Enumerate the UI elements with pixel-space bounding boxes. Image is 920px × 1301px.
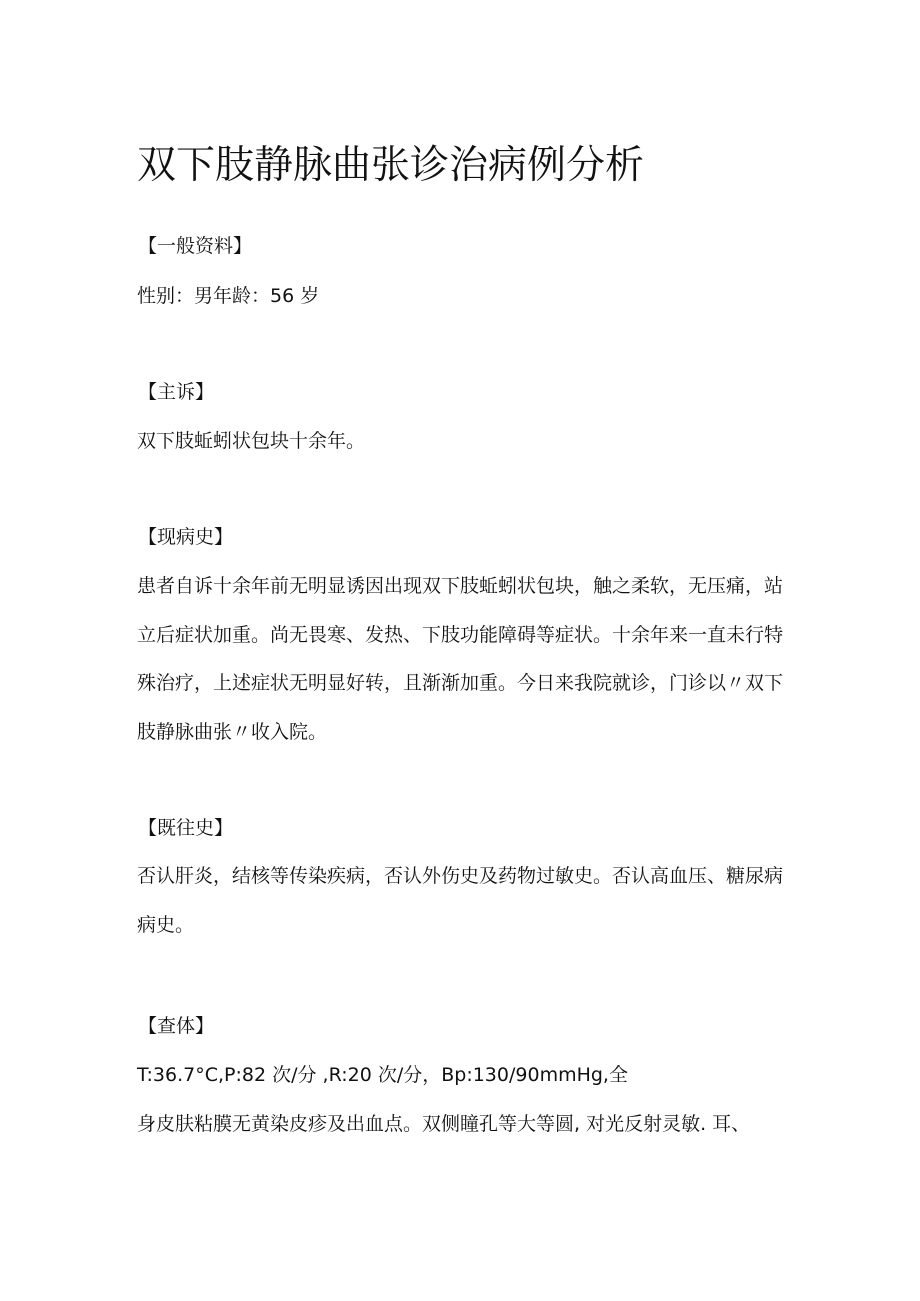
complaint-text: 双下肢蚯蚓状包块十余年。: [137, 430, 366, 452]
exam-vitals-text: T:36.7°C,P:82 次/分 ,R:20 次/分，Bp:130/90mmHg,全: [137, 1064, 628, 1086]
past-history-text: 否认肝炎，结核等传染疾病，否认外伤史及药物过敏史。否认高血压、糖尿病病史。: [137, 865, 784, 936]
section-heading-general: 【一般资料】: [138, 235, 253, 257]
section-heading-exam: 【查体】: [138, 1015, 215, 1037]
section-heading-past-history: 【既往史】: [138, 817, 234, 839]
document-title: 双下肢静脉曲张诊治病例分析: [137, 143, 645, 188]
section-heading-present-history: 【现病史】: [138, 526, 234, 548]
exam-findings-text: 身皮肤粘膜无黄染皮疹及出血点。双侧瞳孔等大等圆, 对光反射灵敏. 耳、: [137, 1113, 751, 1135]
present-history-text: 患者自诉十余年前无明显诱因出现双下肢蚯蚓状包块，触之柔软，无压痛，站立后症状加重。尚无畏寒、发热、下肢功能障碍等症状。十余年来一直未行特殊治疗，上述症状无明显好转，且渐渐加重。今日来我院就诊，门诊以〃双下肢静脉曲张〃收入院。: [137, 575, 784, 743]
general-info-text: 性别：男年龄：56 岁: [137, 285, 320, 307]
section-heading-complaint: 【主诉】: [138, 381, 215, 403]
